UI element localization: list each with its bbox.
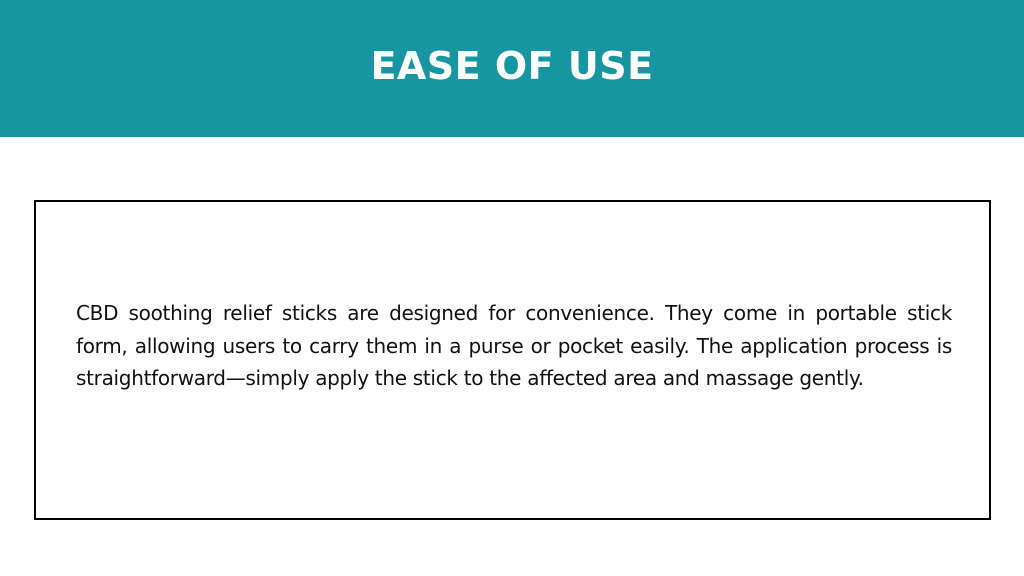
header-band: [0, 0, 1024, 137]
body-paragraph: CBD soothing relief sticks are designed for convenience. They come in portable stick form, allowing users to carry them in a purse or pocket easily. The application process is straightforward—simply apply the stick to the affected area and massage gently.: [76, 301, 952, 390]
content-box: [34, 200, 991, 520]
slide-title: EASE OF USE: [370, 44, 654, 88]
